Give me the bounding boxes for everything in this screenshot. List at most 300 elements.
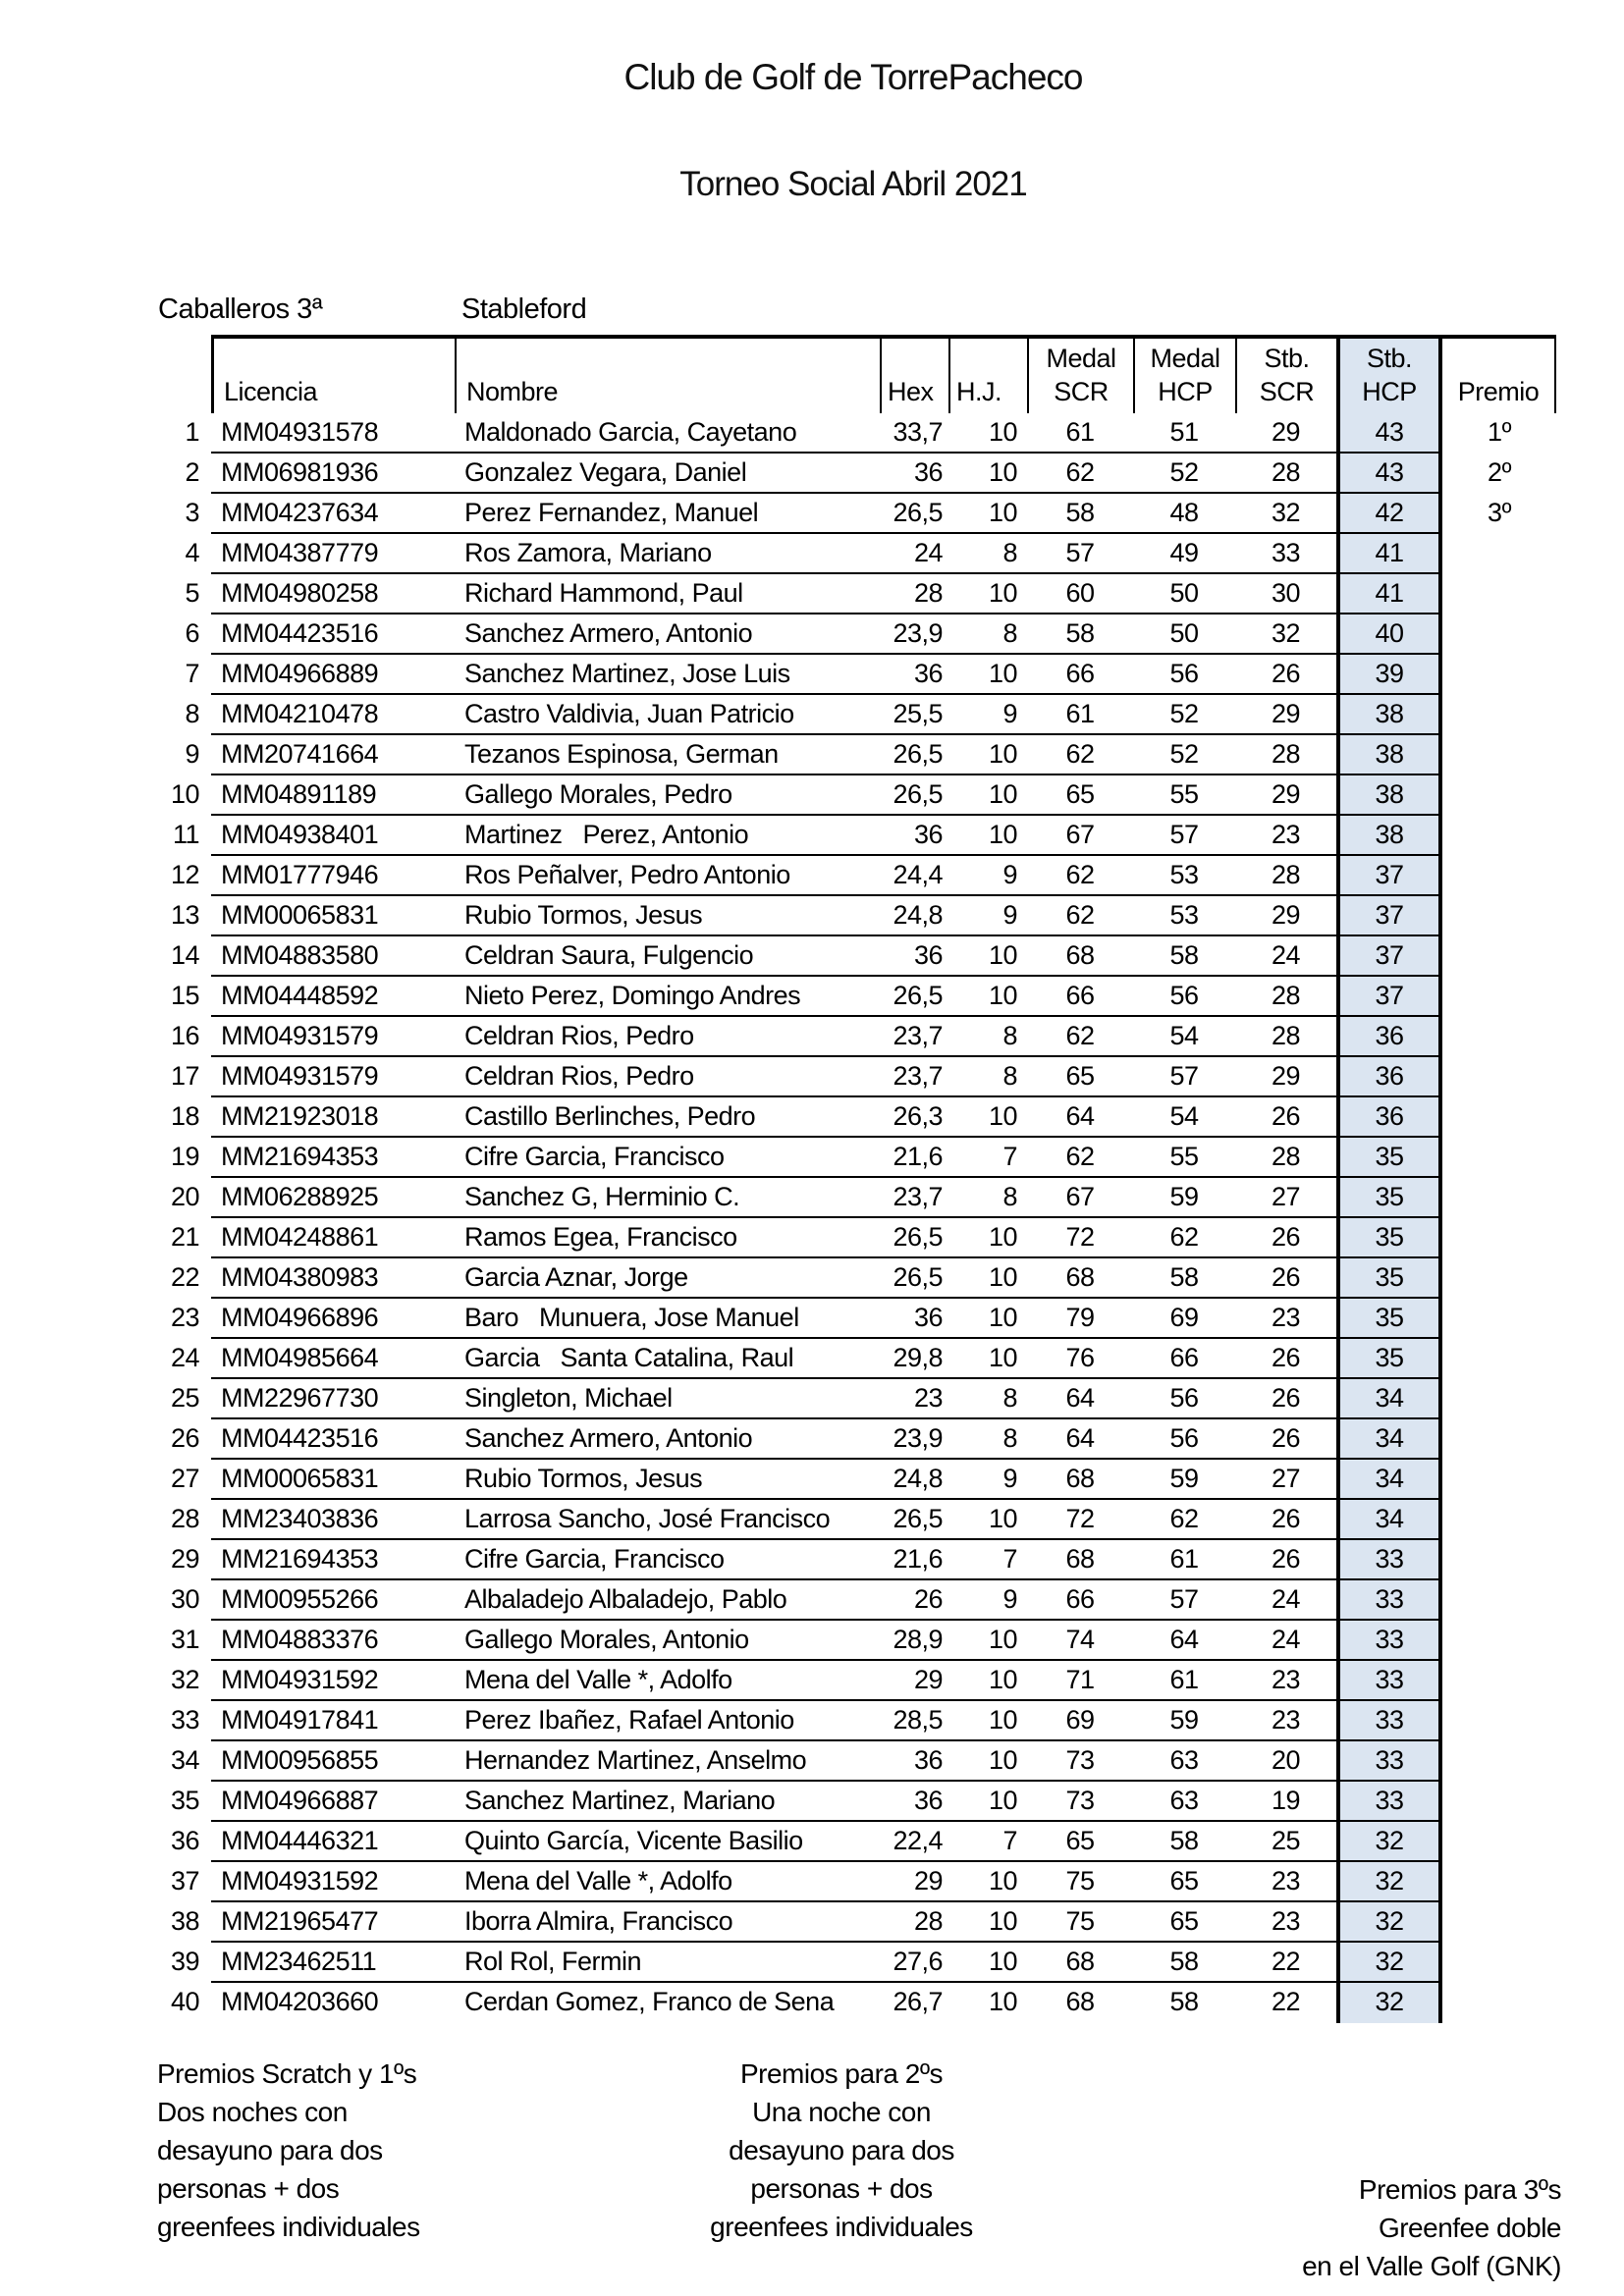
cell-hj: 8	[948, 614, 1027, 655]
cell-hex: 36	[880, 1741, 948, 1782]
cell-premio	[1442, 1580, 1556, 1621]
row-number: 6	[185, 618, 199, 648]
cell-nombre: Sanchez Armero, Antonio	[455, 1419, 880, 1460]
row-number: 4	[185, 538, 199, 567]
cell-stb-hcp: 33	[1336, 1580, 1442, 1621]
cell-hj: 10	[948, 1902, 1027, 1943]
row-number: 32	[170, 1665, 199, 1694]
cell-licencia: MM00955266	[211, 1580, 455, 1621]
cell-hj: 10	[948, 1218, 1027, 1258]
cell-stb-scr: 26	[1235, 1258, 1336, 1299]
row-number: 3	[185, 498, 199, 527]
cell-hj: 8	[948, 1178, 1027, 1218]
cell-stb-scr: 20	[1235, 1741, 1336, 1782]
cell-premio	[1442, 1902, 1556, 1943]
cell-stb-scr: 32	[1235, 494, 1336, 534]
cell-medal-hcp: 59	[1133, 1701, 1235, 1741]
cell-stb-hcp: 35	[1336, 1218, 1442, 1258]
cell-medal-scr: 66	[1027, 1580, 1133, 1621]
row-number: 1	[185, 417, 199, 447]
cell-nombre: Martinez Perez, Antonio	[455, 816, 880, 856]
cell-premio	[1442, 1258, 1556, 1299]
row-number: 23	[170, 1303, 199, 1332]
cell-medal-scr: 65	[1027, 1057, 1133, 1097]
cell-hj: 9	[948, 1580, 1027, 1621]
cell-premio	[1442, 1379, 1556, 1419]
cell-hj: 10	[948, 1741, 1027, 1782]
cell-nombre: Nieto Perez, Domingo Andres	[455, 977, 880, 1017]
footer-line: Greenfee doble	[1378, 2213, 1561, 2243]
cell-nombre: Rubio Tormos, Jesus	[455, 1460, 880, 1500]
cell-stb-hcp: 34	[1336, 1460, 1442, 1500]
cell-nombre: Iborra Almira, Francisco	[455, 1902, 880, 1943]
cell-medal-hcp: 66	[1133, 1339, 1235, 1379]
cell-nombre: Perez Ibañez, Rafael Antonio	[455, 1701, 880, 1741]
cell-hj: 8	[948, 1057, 1027, 1097]
cell-licencia: MM04423516	[211, 614, 455, 655]
cell-hj: 10	[948, 775, 1027, 816]
cell-nombre: Hernandez Martinez, Anselmo	[455, 1741, 880, 1782]
cell-stb-scr: 23	[1235, 816, 1336, 856]
cell-hex: 26,5	[880, 1218, 948, 1258]
cell-medal-hcp: 57	[1133, 816, 1235, 856]
cell-medal-hcp: 50	[1133, 574, 1235, 614]
row-number: 10	[170, 779, 199, 809]
cell-medal-scr: 72	[1027, 1218, 1133, 1258]
cell-licencia: MM04210478	[211, 695, 455, 735]
cell-nombre: Baro Munuera, Jose Manuel	[455, 1299, 880, 1339]
cell-premio	[1442, 1057, 1556, 1097]
cell-nombre: Castro Valdivia, Juan Patricio	[455, 695, 880, 735]
cell-hex: 26,5	[880, 494, 948, 534]
cell-stb-scr: 28	[1235, 977, 1336, 1017]
cell-medal-scr: 61	[1027, 695, 1133, 735]
cell-premio	[1442, 856, 1556, 896]
cell-stb-hcp: 38	[1336, 695, 1442, 735]
cell-licencia: MM04380983	[211, 1258, 455, 1299]
cell-premio	[1442, 614, 1556, 655]
header-hex: Hex	[880, 335, 948, 413]
cell-nombre: Celdran Rios, Pedro	[455, 1017, 880, 1057]
cell-medal-scr: 72	[1027, 1500, 1133, 1540]
cell-hj: 10	[948, 655, 1027, 695]
cell-medal-scr: 76	[1027, 1339, 1133, 1379]
cell-medal-scr: 68	[1065, 1987, 1095, 2016]
cell-stb-hcp: 37	[1336, 856, 1442, 896]
cell-stb-hcp: 35	[1336, 1299, 1442, 1339]
cell-hj: 10	[948, 816, 1027, 856]
cell-nombre: Garcia Aznar, Jorge	[455, 1258, 880, 1299]
cell-nombre: Celdran Rios, Pedro	[455, 1057, 880, 1097]
cell-stb-hcp: 32	[1336, 1822, 1442, 1862]
cell-stb-scr: 29	[1235, 775, 1336, 816]
cell-stb-scr: 28	[1235, 1138, 1336, 1178]
row-number: 5	[185, 578, 199, 608]
cell-medal-scr: 64	[1027, 1097, 1133, 1138]
cell-medal-scr: 67	[1027, 816, 1133, 856]
cell-licencia: MM04237634	[211, 494, 455, 534]
row-number: 12	[170, 860, 199, 889]
cell-nombre: Sanchez Martinez, Jose Luis	[455, 655, 880, 695]
cell-medal-hcp: 61	[1133, 1661, 1235, 1701]
cell-stb-scr: 29	[1235, 413, 1336, 454]
cell-licencia: MM01777946	[211, 856, 455, 896]
cell-stb-hcp: 40	[1336, 614, 1442, 655]
row-number: 13	[170, 900, 199, 930]
cell-medal-scr: 68	[1027, 1258, 1133, 1299]
cell-nombre: Rol Rol, Fermin	[455, 1943, 880, 1983]
cell-medal-scr: 62	[1027, 1017, 1133, 1057]
cell-stb-hcp: 42	[1336, 494, 1442, 534]
cell-premio	[1442, 1138, 1556, 1178]
cell-licencia: MM21694353	[211, 1540, 455, 1580]
cell-nombre: Gallego Morales, Pedro	[455, 775, 880, 816]
header-rownum	[150, 335, 211, 413]
cell-hex: 24	[880, 534, 948, 574]
cell-medal-scr: 66	[1027, 655, 1133, 695]
cell-nombre: Celdran Saura, Fulgencio	[455, 936, 880, 977]
cell-medal-scr: 62	[1027, 735, 1133, 775]
footer-line: desayuno para dos	[729, 2135, 954, 2165]
row-number: 24	[170, 1343, 199, 1372]
cell-hj: 10	[948, 494, 1027, 534]
cell-medal-hcp: 56	[1133, 1419, 1235, 1460]
cell-premio	[1442, 1460, 1556, 1500]
cell-medal-hcp: 55	[1133, 1138, 1235, 1178]
cell-medal-hcp: 61	[1133, 1540, 1235, 1580]
cell-hj: 10	[948, 1299, 1027, 1339]
cell-medal-scr: 64	[1027, 1419, 1133, 1460]
cell-stb-hcp: 38	[1336, 775, 1442, 816]
cell-stb-hcp: 43	[1336, 413, 1442, 454]
cell-hj: 10	[948, 735, 1027, 775]
row-number: 28	[170, 1504, 199, 1533]
cell-stb-scr: 26	[1235, 655, 1336, 695]
cell-hex: 25,5	[880, 695, 948, 735]
cell-stb-scr: 24	[1235, 1580, 1336, 1621]
cell-hex: 23,7	[880, 1178, 948, 1218]
cell-hj: 10	[948, 413, 1027, 454]
row-number: 25	[170, 1383, 199, 1413]
cell-hex: 27,6	[880, 1943, 948, 1983]
cell-nombre: Larrosa Sancho, José Francisco	[455, 1500, 880, 1540]
cell-stb-scr: 19	[1235, 1782, 1336, 1822]
cell-stb-scr: 24	[1235, 1621, 1336, 1661]
cell-medal-scr: 73	[1027, 1782, 1133, 1822]
cell-stb-scr: 24	[1235, 936, 1336, 977]
header-stb-scr: Stb. SCR	[1235, 335, 1336, 413]
cell-licencia: MM04387779	[211, 534, 455, 574]
cell-nombre: Richard Hammond, Paul	[455, 574, 880, 614]
cell-licencia: MM04891189	[211, 775, 455, 816]
footer-line: desayuno para dos	[157, 2135, 383, 2165]
cell-hj: 7	[948, 1822, 1027, 1862]
cell-hj: 10	[948, 1782, 1027, 1822]
cell-stb-scr: 27	[1235, 1178, 1336, 1218]
cell-stb-scr: 26	[1235, 1500, 1336, 1540]
cell-stb-scr: 26	[1235, 1097, 1336, 1138]
cell-stb-hcp: 37	[1336, 977, 1442, 1017]
cell-nombre: Ros Peñalver, Pedro Antonio	[455, 856, 880, 896]
row-number: 8	[185, 699, 199, 728]
cell-licencia: MM04985664	[211, 1339, 455, 1379]
cell-medal-hcp: 57	[1133, 1057, 1235, 1097]
cell-medal-scr: 65	[1027, 1822, 1133, 1862]
cell-hj: 9	[948, 856, 1027, 896]
cell-premio	[1442, 1017, 1556, 1057]
cell-medal-hcp: 51	[1133, 413, 1235, 454]
cell-stb-scr: 27	[1235, 1460, 1336, 1500]
cell-licencia: MM21923018	[211, 1097, 455, 1138]
cell-medal-scr: 62	[1027, 1138, 1133, 1178]
cell-nombre: Cifre Garcia, Francisco	[455, 1540, 880, 1580]
row-number: 26	[170, 1423, 199, 1453]
cell-premio	[1442, 1983, 1556, 2023]
cell-stb-scr: 30	[1235, 574, 1336, 614]
cell-hex: 24,8	[880, 1460, 948, 1500]
cell-nombre: Sanchez Martinez, Mariano	[455, 1782, 880, 1822]
cell-stb-hcp: 35	[1336, 1258, 1442, 1299]
cell-medal-hcp: 59	[1133, 1460, 1235, 1500]
cell-hj: 10	[948, 936, 1027, 977]
cell-stb-scr: 29	[1235, 695, 1336, 735]
cell-medal-hcp: 65	[1133, 1902, 1235, 1943]
cell-hj: 10	[948, 454, 1027, 494]
cell-hj: 10	[948, 574, 1027, 614]
cell-hex: 33,7	[880, 413, 948, 454]
row-number: 7	[185, 659, 199, 688]
cell-stb-hcp: 34	[1336, 1379, 1442, 1419]
cell-premio	[1442, 775, 1556, 816]
cell-stb-hcp: 33	[1336, 1741, 1442, 1782]
cell-hex: 23,7	[880, 1057, 948, 1097]
cell-hj: 8	[948, 1379, 1027, 1419]
cell-stb-scr: 23	[1235, 1862, 1336, 1902]
cell-medal-hcp: 63	[1133, 1782, 1235, 1822]
cell-licencia: MM21694353	[211, 1138, 455, 1178]
cell-stb-hcp: 33	[1336, 1701, 1442, 1741]
cell-hex: 24,8	[880, 896, 948, 936]
cell-hj: 10	[948, 1621, 1027, 1661]
cell-stb-hcp: 33	[1336, 1782, 1442, 1822]
cell-hex: 23,7	[880, 1017, 948, 1057]
cell-hex: 23	[880, 1379, 948, 1419]
cell-medal-hcp: 53	[1133, 896, 1235, 936]
footer-line: Premios Scratch y 1ºs	[157, 2058, 417, 2089]
cell-premio	[1442, 896, 1556, 936]
cell-medal-scr: 58	[1027, 494, 1133, 534]
cell-nombre: Perez Fernandez, Manuel	[455, 494, 880, 534]
cell-nombre: Cerdan Gomez, Franco de Sena	[464, 1987, 835, 2016]
cell-medal-hcp: 59	[1133, 1178, 1235, 1218]
cell-premio	[1442, 1661, 1556, 1701]
cell-stb-scr: 33	[1235, 534, 1336, 574]
cell-medal-hcp: 58	[1133, 1943, 1235, 1983]
cell-nombre: Sanchez G, Herminio C.	[455, 1178, 880, 1218]
cell-medal-hcp: 54	[1133, 1097, 1235, 1138]
cell-medal-hcp: 58	[1133, 1258, 1235, 1299]
cell-medal-hcp: 58	[1133, 1822, 1235, 1862]
cell-licencia: MM21965477	[211, 1902, 455, 1943]
footer-line: en el Valle Golf (GNK)	[1302, 2251, 1561, 2281]
row-number: 27	[170, 1464, 199, 1493]
cell-hex: 29	[880, 1862, 948, 1902]
cell-medal-scr: 75	[1027, 1902, 1133, 1943]
cell-licencia: MM04931579	[211, 1057, 455, 1097]
cell-medal-hcp: 52	[1133, 735, 1235, 775]
row-number: 11	[172, 820, 199, 849]
cell-hj: 10	[948, 1258, 1027, 1299]
row-number: 17	[170, 1061, 199, 1091]
cell-hex: 28,5	[880, 1701, 948, 1741]
cell-medal-hcp: 52	[1133, 695, 1235, 735]
cell-licencia: MM04883376	[211, 1621, 455, 1661]
cell-medal-scr: 68	[1027, 936, 1133, 977]
cell-medal-hcp: 55	[1133, 775, 1235, 816]
cell-stb-hcp: 41	[1336, 574, 1442, 614]
row-number: 33	[170, 1705, 199, 1735]
cell-medal-scr: 64	[1027, 1379, 1133, 1419]
cell-hj: 9	[948, 896, 1027, 936]
header-nombre: Nombre	[455, 335, 880, 413]
cell-stb-scr: 23	[1235, 1701, 1336, 1741]
cell-hex: 29,8	[880, 1339, 948, 1379]
cell-hex: 26,7	[893, 1987, 943, 2016]
cell-medal-scr: 69	[1027, 1701, 1133, 1741]
cell-nombre: Maldonado Garcia, Cayetano	[455, 413, 880, 454]
cell-medal-hcp: 49	[1133, 534, 1235, 574]
cell-hex: 36	[880, 655, 948, 695]
cell-medal-hcp: 54	[1133, 1017, 1235, 1057]
cell-premio	[1442, 1701, 1556, 1741]
cell-hex: 26,3	[880, 1097, 948, 1138]
cell-stb-hcp: 41	[1336, 534, 1442, 574]
cell-premio	[1442, 816, 1556, 856]
cell-nombre: Ros Zamora, Mariano	[455, 534, 880, 574]
cell-medal-scr: 62	[1027, 856, 1133, 896]
row-number: 30	[170, 1584, 199, 1614]
footer-line: Dos noches con	[157, 2097, 348, 2127]
cell-stb-hcp: 33	[1336, 1621, 1442, 1661]
cell-hex: 28	[880, 1902, 948, 1943]
cell-medal-scr: 66	[1027, 977, 1133, 1017]
cell-licencia: MM04938401	[211, 816, 455, 856]
header-stb-hcp: Stb. HCP	[1336, 335, 1442, 413]
cell-medal-scr: 75	[1027, 1862, 1133, 1902]
cell-stb-hcp: 35	[1336, 1339, 1442, 1379]
cell-medal-hcp: 48	[1133, 494, 1235, 534]
cell-stb-hcp: 33	[1336, 1540, 1442, 1580]
cell-licencia: MM22967730	[211, 1379, 455, 1419]
cell-premio: 1º	[1488, 417, 1511, 447]
cell-medal-hcp: 50	[1133, 614, 1235, 655]
cell-stb-scr: 28	[1235, 856, 1336, 896]
cell-medal-hcp: 56	[1133, 977, 1235, 1017]
cell-medal-hcp: 58	[1133, 936, 1235, 977]
cell-medal-scr: 62	[1027, 896, 1133, 936]
cell-medal-scr: 74	[1027, 1621, 1133, 1661]
cell-premio	[1442, 735, 1556, 775]
cell-hj: 7	[948, 1138, 1027, 1178]
cell-hex: 24,4	[880, 856, 948, 896]
cell-stb-scr: 23	[1235, 1661, 1336, 1701]
footer-line: greenfees individuales	[710, 2212, 973, 2242]
header-premio: Premio	[1442, 335, 1556, 413]
footer-line: personas + dos	[157, 2173, 340, 2204]
cell-stb-hcp: 38	[1336, 816, 1442, 856]
cell-medal-hcp: 69	[1133, 1299, 1235, 1339]
cell-medal-scr: 73	[1027, 1741, 1133, 1782]
cell-licencia: MM04931592	[211, 1862, 455, 1902]
cell-medal-scr: 65	[1027, 775, 1133, 816]
cell-stb-hcp: 33	[1336, 1661, 1442, 1701]
cell-premio	[1442, 1741, 1556, 1782]
row-number: 9	[185, 739, 199, 769]
row-number: 22	[170, 1262, 199, 1292]
cell-hex: 21,6	[880, 1540, 948, 1580]
cell-hex: 26,5	[880, 735, 948, 775]
row-number: 16	[170, 1021, 199, 1050]
cell-licencia: MM04980258	[211, 574, 455, 614]
cell-nombre: Garcia Santa Catalina, Raul	[455, 1339, 880, 1379]
cell-medal-hcp: 62	[1133, 1500, 1235, 1540]
cell-medal-scr: 79	[1027, 1299, 1133, 1339]
cell-hex: 36	[880, 454, 948, 494]
cell-stb-hcp: 35	[1336, 1138, 1442, 1178]
cell-stb-hcp: 35	[1336, 1178, 1442, 1218]
cell-premio	[1442, 655, 1556, 695]
header-hj: H.J.	[948, 335, 1027, 413]
cell-nombre: Gonzalez Vegara, Daniel	[455, 454, 880, 494]
row-number: 21	[170, 1222, 199, 1252]
cell-hj: 10	[988, 1987, 1017, 2016]
cell-licencia: MM00065831	[211, 896, 455, 936]
cell-medal-scr: 67	[1027, 1178, 1133, 1218]
cell-premio	[1442, 936, 1556, 977]
cell-licencia: MM04446321	[211, 1822, 455, 1862]
header-medal-hcp: Medal HCP	[1133, 335, 1235, 413]
cell-hj: 10	[948, 1339, 1027, 1379]
row-number: 35	[170, 1786, 199, 1815]
cell-stb-scr: 26	[1235, 1339, 1336, 1379]
footer-line: Premios para 2ºs	[739, 2058, 944, 2089]
cell-hj: 9	[948, 1460, 1027, 1500]
cell-stb-scr: 28	[1235, 454, 1336, 494]
category-label: Caballeros 3ª	[158, 294, 323, 325]
cell-medal-scr: 68	[1027, 1540, 1133, 1580]
cell-nombre: Quinto García, Vicente Basilio	[455, 1822, 880, 1862]
cell-medal-scr: 68	[1027, 1460, 1133, 1500]
cell-stb-hcp: 36	[1336, 1057, 1442, 1097]
cell-nombre: Tezanos Espinosa, German	[455, 735, 880, 775]
cell-stb-scr: 26	[1235, 1540, 1336, 1580]
cell-licencia: MM04448592	[211, 977, 455, 1017]
cell-hj: 7	[948, 1540, 1027, 1580]
cell-licencia: MM04931578	[211, 413, 455, 454]
cell-stb-scr: 23	[1235, 1299, 1336, 1339]
cell-premio	[1442, 1218, 1556, 1258]
cell-licencia: MM04917841	[211, 1701, 455, 1741]
cell-premio	[1442, 534, 1556, 574]
cell-medal-hcp: 53	[1133, 856, 1235, 896]
cell-premio	[1442, 574, 1556, 614]
cell-stb-hcp: 38	[1336, 735, 1442, 775]
cell-stb-scr: 25	[1235, 1822, 1336, 1862]
cell-nombre: Sanchez Armero, Antonio	[455, 614, 880, 655]
cell-nombre: Albaladejo Albaladejo, Pablo	[455, 1580, 880, 1621]
cell-hex: 23,9	[880, 1419, 948, 1460]
cell-nombre: Mena del Valle *, Adolfo	[455, 1862, 880, 1902]
